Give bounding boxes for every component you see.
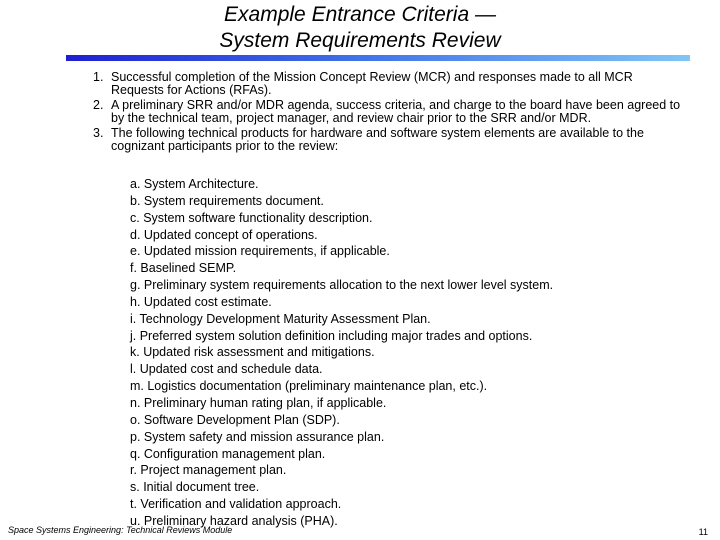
sub-item: i. Technology Development Maturity Assessment Plan. (130, 311, 431, 326)
technical-products-list (130, 176, 650, 530)
sub-item: t. Verification and validation approach. (130, 497, 342, 512)
item-number: 1. (93, 70, 104, 84)
sub-item: h. Updated cost estimate. (130, 294, 272, 309)
item-text: A preliminary SRR and/or MDR agenda, success criteria, and charge to the board have been agreed to by the technical team, project manager, and review chair prior to the SRR and/or MDR. (111, 98, 681, 125)
item-text: The following technical products for hardware and software system elements are available to the cognizant participants prior to the review: (111, 126, 644, 153)
criteria-item (93, 99, 683, 125)
title-underline-bar (66, 55, 690, 61)
item-number: 3. (93, 126, 104, 140)
sub-item: q. Configuration management plan. (130, 446, 326, 461)
title-line-2: System Requirements Review (219, 29, 501, 52)
sub-item: f. Baselined SEMP. (130, 261, 237, 276)
item-number: 2. (93, 98, 104, 112)
criteria-list (93, 71, 683, 155)
sub-item: k. Updated risk assessment and mitigations. (130, 345, 375, 360)
sub-item: o. Software Development Plan (SDP). (130, 412, 340, 427)
sub-item: a. System Architecture. (130, 177, 259, 191)
footer-text: Space Systems Engineering: Technical Reviews Module (8, 525, 233, 535)
sub-item: g. Preliminary system requirements allocation to the next lower level system. (130, 278, 554, 293)
title-line-1: Example Entrance Criteria — (224, 3, 496, 26)
criteria-item (93, 127, 683, 153)
item-text: Successful completion of the Mission Concept Review (MCR) and responses made to all MCR Requests for Actions (RFAs). (111, 70, 633, 97)
sub-item: c. System software functionality description. (130, 210, 373, 225)
sub-item: m. Logistics documentation (preliminary maintenance plan, etc.). (130, 379, 488, 394)
sub-item: d. Updated concept of operations. (130, 227, 318, 242)
sub-item: j. Preferred system solution definition including major trades and options. (130, 328, 533, 343)
sub-item: n. Preliminary human rating plan, if applicable. (130, 395, 387, 410)
sub-item: p. System safety and mission assurance plan. (130, 429, 385, 444)
sub-item: e. Updated mission requirements, if applicable. (130, 244, 390, 259)
sub-item: u. Preliminary hazard analysis (PHA). (130, 513, 338, 528)
criteria-item (93, 71, 683, 97)
slide-title (0, 2, 720, 54)
page-number: 11 (698, 527, 708, 537)
sub-item: l. Updated cost and schedule data. (130, 362, 323, 377)
sub-item: r. Project management plan. (130, 463, 287, 478)
sub-item: s. Initial document tree. (130, 480, 260, 495)
sub-item: b. System requirements document. (130, 193, 324, 208)
